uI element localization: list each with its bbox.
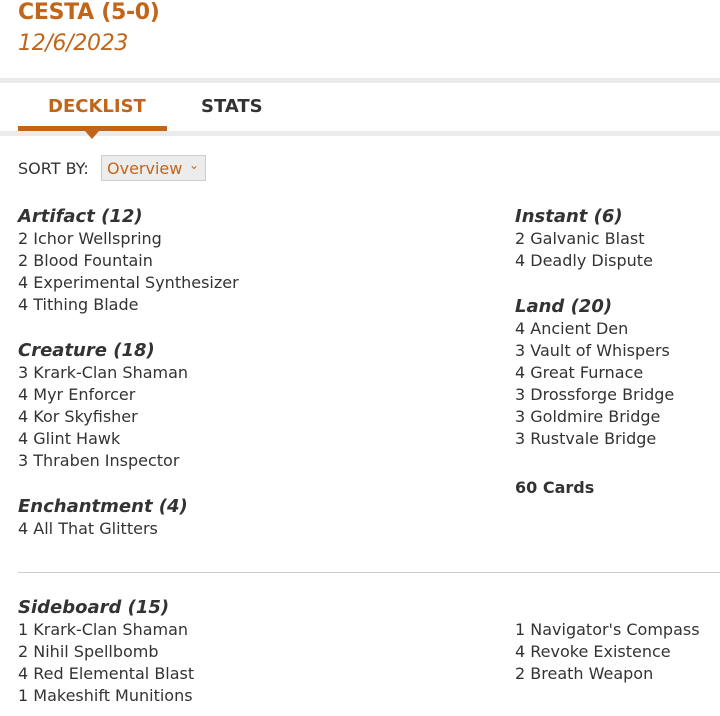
group-title-land: Land (20) xyxy=(515,296,613,317)
event-date: 12/6/2023 xyxy=(18,31,129,56)
tab-stats[interactable]: STATS xyxy=(201,96,263,117)
group-title-creature: Creature (18) xyxy=(18,340,155,361)
group-title-sideboard: Sideboard (15) xyxy=(18,597,170,618)
card-entry[interactable]: 3 Thraben Inspector xyxy=(18,451,180,470)
card-entry[interactable]: 4 Myr Enforcer xyxy=(18,385,136,404)
sideboard-left-column xyxy=(18,597,194,707)
card-entry[interactable]: 4 Tithing Blade xyxy=(18,295,139,314)
card-entry[interactable]: 3 Goldmire Bridge xyxy=(515,407,661,426)
card-entry[interactable]: 2 Ichor Wellspring xyxy=(18,229,162,248)
card-entry[interactable]: 4 Kor Skyfisher xyxy=(18,407,138,426)
divider-band xyxy=(0,131,720,136)
card-entry[interactable]: 4 Glint Hawk xyxy=(18,429,121,448)
deck-title: CESTA (5-0) xyxy=(18,0,160,25)
maindeck-right-column xyxy=(515,206,674,450)
card-entry[interactable]: 2 Galvanic Blast xyxy=(515,229,645,248)
divider-band xyxy=(0,78,720,83)
card-entry[interactable]: 4 Revoke Existence xyxy=(515,642,671,661)
card-entry[interactable]: 1 Navigator's Compass xyxy=(515,620,700,639)
card-entry[interactable]: 3 Drossforge Bridge xyxy=(515,385,675,404)
sort-by-select[interactable] xyxy=(101,155,206,181)
group-title-artifact: Artifact (12) xyxy=(18,206,143,227)
sideboard-divider xyxy=(18,572,720,573)
maindeck-left-column xyxy=(18,206,239,540)
card-entry[interactable]: 2 Blood Fountain xyxy=(18,251,153,270)
card-entry[interactable]: 4 Red Elemental Blast xyxy=(18,664,195,683)
card-entry[interactable]: 4 All That Glitters xyxy=(18,519,158,538)
chevron-down-icon: ⌄ xyxy=(188,158,199,172)
sideboard-right-column xyxy=(515,619,700,685)
group-title-enchantment: Enchantment (4) xyxy=(18,496,188,517)
card-entry[interactable]: 3 Vault of Whispers xyxy=(515,341,670,360)
card-entry[interactable]: 2 Breath Weapon xyxy=(515,664,654,683)
sort-selected-value: Overview xyxy=(107,159,183,178)
tab-decklist[interactable]: DECKLIST xyxy=(48,96,146,117)
card-entry[interactable]: 1 Krark-Clan Shaman xyxy=(18,620,189,639)
group-title-instant: Instant (6) xyxy=(515,206,623,227)
card-entry[interactable]: 4 Great Furnace xyxy=(515,363,644,382)
card-entry[interactable]: 3 Rustvale Bridge xyxy=(515,429,657,448)
card-entry[interactable]: 4 Experimental Synthesizer xyxy=(18,273,239,292)
card-total: 60 Cards xyxy=(515,478,595,497)
card-entry[interactable]: 2 Nihil Spellbomb xyxy=(18,642,159,661)
card-entry[interactable]: 4 Ancient Den xyxy=(515,319,629,338)
card-entry[interactable]: 3 Krark-Clan Shaman xyxy=(18,363,189,382)
caret-down-icon xyxy=(85,131,99,139)
sort-by-label: SORT BY: xyxy=(18,159,89,178)
card-entry[interactable]: 1 Makeshift Munitions xyxy=(18,686,193,705)
card-entry[interactable]: 4 Deadly Dispute xyxy=(515,251,653,270)
